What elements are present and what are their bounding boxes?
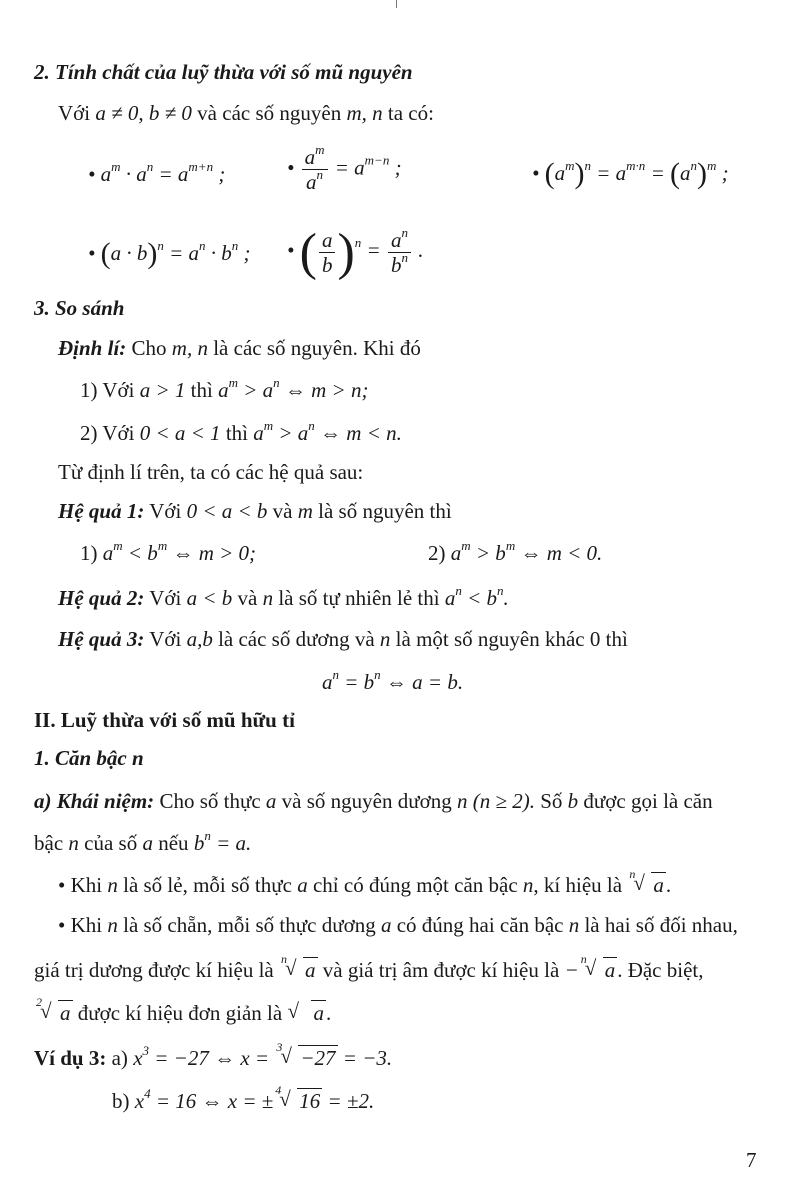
subsection-nth-root-heading: 1. Căn bậc n [34,746,144,770]
bullet-even-root-line-3: 2 √ a được kí hiệu đơn giản là √ a. [36,995,332,1025]
theorem-case-1: 1) Với a > 1 thì $a^m > a^n$ ⇔ m > n; [80,375,369,402]
consequence-1-item-1: 1) $a^m < b^m$ ⇔ m > 0; [80,538,257,565]
consequence-2: Hệ quả 2: Với a < b và n là số tự nhiên lẻ thì $a^n < b^n$. [58,583,509,610]
page-number: 7 [746,1148,757,1172]
formula-power-of-product: • $(a \cdot b)^n = a^n \cdot b^n$ ; [88,237,251,270]
example-3-b: b) $x^4 = 16$ ⇔ x = ± 4 √ 16 = ±2. [112,1083,375,1113]
formula-power-of-quotient: • ( $\frac{a}{b}$ )$^n$ = $\frac{a^n}{b^n}$ . [287,224,424,281]
section-3-heading: 3. So sánh [34,296,125,320]
consequence-3: Hệ quả 3: Với a,b là các số dương và n là một số nguyên khác 0 thì [58,627,628,651]
bullet-odd-root: • Khi n là số lẻ, mỗi số thực a chỉ có đúng một căn bậc n, kí hiệu là n √ a. [58,867,672,897]
formula-quotient-same-base: • $\frac{a^m}{a^n}$ = $a^{m-n}$ ; [287,142,402,195]
bullet-even-root-line-2: giá trị dương được kí hiệu là n √ a và giá trị âm được kí hiệu là − n √ a. Đặc biệt, [34,952,704,982]
section-2-intro: Với a ≠ 0, b ≠ 0 và các số nguyên m, n ta có: [58,101,434,125]
consequence-intro: Từ định lí trên, ta có các hệ quả sau: [58,460,364,484]
section-II-heading: II. Luỹ thừa với số mũ hữu tỉ [34,708,295,732]
section-2-heading: 2. Tính chất của luỹ thừa với số mũ nguyên [34,60,413,84]
consequence-1: Hệ quả 1: Với 0 < a < b và m là số nguyên thì [58,499,452,523]
consequence-3-formula: $a^n = b^n$ ⇔ a = b. [322,667,464,694]
top-crop-mark [396,0,397,8]
formula-product-same-base: • $a^m \cdot a^n = a^{m+n}$ ; [88,159,226,186]
definition-line-2: bậc n của số a nếu $b^n = a$. [34,828,252,855]
consequence-1-item-2: 2) $a^m > b^m$ ⇔ m < 0. [428,538,603,565]
example-3-a: Ví dụ 3: a) $x^3 = -27$ ⇔ x = 3 √ −27 = −3. [34,1040,393,1070]
theorem-statement: Định lí: Cho m, n là các số nguyên. Khi đó [58,336,421,360]
formula-power-of-power: • $(a^m)^n = a^{m\cdot n} = (a^n)^m$ ; [532,157,729,190]
theorem-case-2: 2) Với 0 < a < 1 thì $a^m > a^n$ ⇔ m < n. [80,418,402,445]
bullet-even-root-line-1: • Khi n là số chẵn, mỗi số thực dương a có đúng hai căn bậc n là hai số đối nhau, [58,913,738,937]
definition-line-1: a) Khái niệm: Cho số thực a và số nguyên dương n (n ≥ 2). Số b được gọi là căn [34,789,713,813]
